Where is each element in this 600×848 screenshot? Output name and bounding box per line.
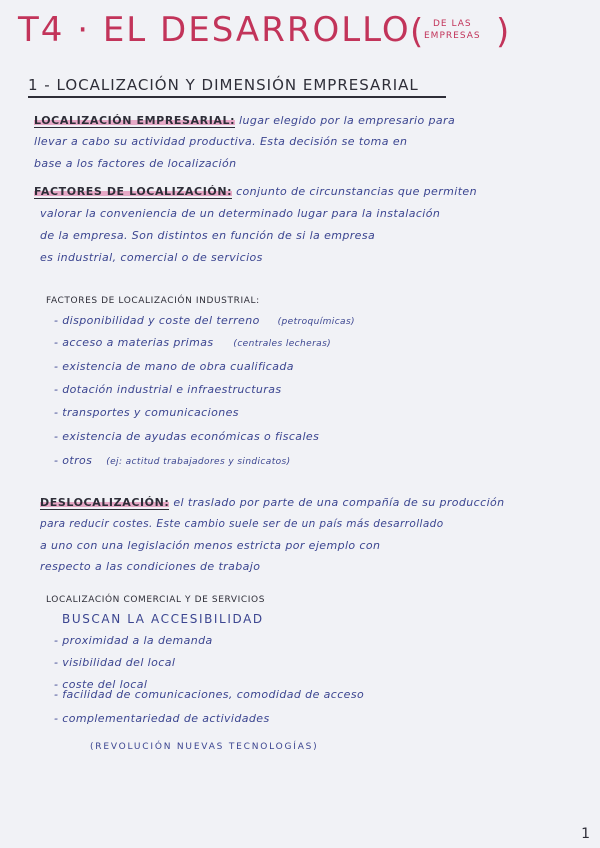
comercial-item-3: - coste del local <box>54 678 148 691</box>
industrial-item-1 <box>54 314 355 327</box>
factores-definition-line-2: valorar la conveniencia de un determinado lugar para la instalación <box>40 207 441 220</box>
industrial-heading: FACTORES DE LOCALIZACIÓN INDUSTRIAL: <box>46 296 260 306</box>
page-title: T4 · EL DESARROLLO <box>18 10 411 50</box>
deslocalizacion-line-4: respecto a las condiciones de trabajo <box>40 560 261 573</box>
subtitle-open-paren: ( <box>410 12 424 52</box>
comercial-heading: LOCALIZACIÓN COMERCIAL Y DE SERVICIOS <box>46 595 266 605</box>
page-subtitle <box>424 18 481 42</box>
factores-definition-line-4: es industrial, comercial o de servicios <box>40 251 263 264</box>
localizacion-definition-line-2: llevar a cabo su actividad productiva. Esta decisión se toma en <box>34 135 408 148</box>
localizacion-definition-line-1 <box>34 114 455 127</box>
industrial-item-4: - dotación industrial e infraestructuras <box>54 383 282 396</box>
deslocalizacion-line-2: para reducir costes. Este cambio suele ser de un país más desarrollado <box>40 518 444 530</box>
industrial-note-1: (petroquímicas) <box>277 317 355 327</box>
comercial-item-2: - visibilidad del local <box>54 656 176 669</box>
comercial-item-4: - facilidad de comunicaciones, comodidad de acceso <box>54 688 365 701</box>
deslocalizacion-line-1 <box>40 496 505 509</box>
industrial-item-6: - existencia de ayudas económicas o fiscales <box>54 430 320 443</box>
localizacion-definition-line-3: base a los factores de localización <box>34 157 237 170</box>
deslocalizacion-term: DESLOCALIZACIÓN: <box>40 496 170 509</box>
industrial-item-text: - acceso a materias primas <box>54 336 214 349</box>
industrial-item-3: - existencia de mano de obra cualificada <box>54 360 294 373</box>
factores-definition-line-3: de la empresa. Son distintos en función de si la empresa <box>40 229 376 242</box>
subtitle-close-paren: ) <box>496 12 510 52</box>
industrial-note-2: (centrales lecheras) <box>233 339 332 349</box>
page-number: 1 <box>581 826 590 842</box>
factores-definition-line-1 <box>34 185 477 198</box>
section-title-underline <box>28 96 446 98</box>
localizacion-term: LOCALIZACIÓN EMPRESARIAL: <box>34 114 236 127</box>
industrial-item-text: - disponibilidad y coste del terreno <box>54 314 260 327</box>
factores-def-1: conjunto de circunstancias que permiten <box>236 185 477 198</box>
industrial-item-text: - otros <box>54 454 93 467</box>
deslocalizacion-line-3: a uno con una legislación menos estricta por ejemplo con <box>40 539 381 552</box>
industrial-item-5: - transportes y comunicaciones <box>54 406 239 419</box>
comercial-note: (REVOLUCIÓN NUEVAS TECNOLOGÍAS) <box>90 742 319 752</box>
subtitle-line-2: EMPRESAS <box>424 31 481 41</box>
subtitle-line-1: DE LAS <box>433 19 472 29</box>
comercial-item-1: - proximidad a la demanda <box>54 634 213 647</box>
industrial-item-7 <box>54 454 291 467</box>
industrial-item-2 <box>54 336 331 349</box>
comercial-buscan: BUSCAN LA ACCESIBILIDAD <box>62 612 264 626</box>
comercial-item-5: - complementariedad de actividades <box>54 712 270 725</box>
factores-term: FACTORES DE LOCALIZACIÓN: <box>34 185 233 198</box>
deslocalizacion-def-1: el traslado por parte de una compañía de su producción <box>173 496 505 509</box>
industrial-note-3: (ej: actitud trabajadores y sindicatos) <box>106 457 291 467</box>
section-title: 1 - LOCALIZACIÓN Y DIMENSIÓN EMPRESARIAL <box>28 76 419 94</box>
localizacion-def-1: lugar elegido por la empresario para <box>239 114 456 127</box>
